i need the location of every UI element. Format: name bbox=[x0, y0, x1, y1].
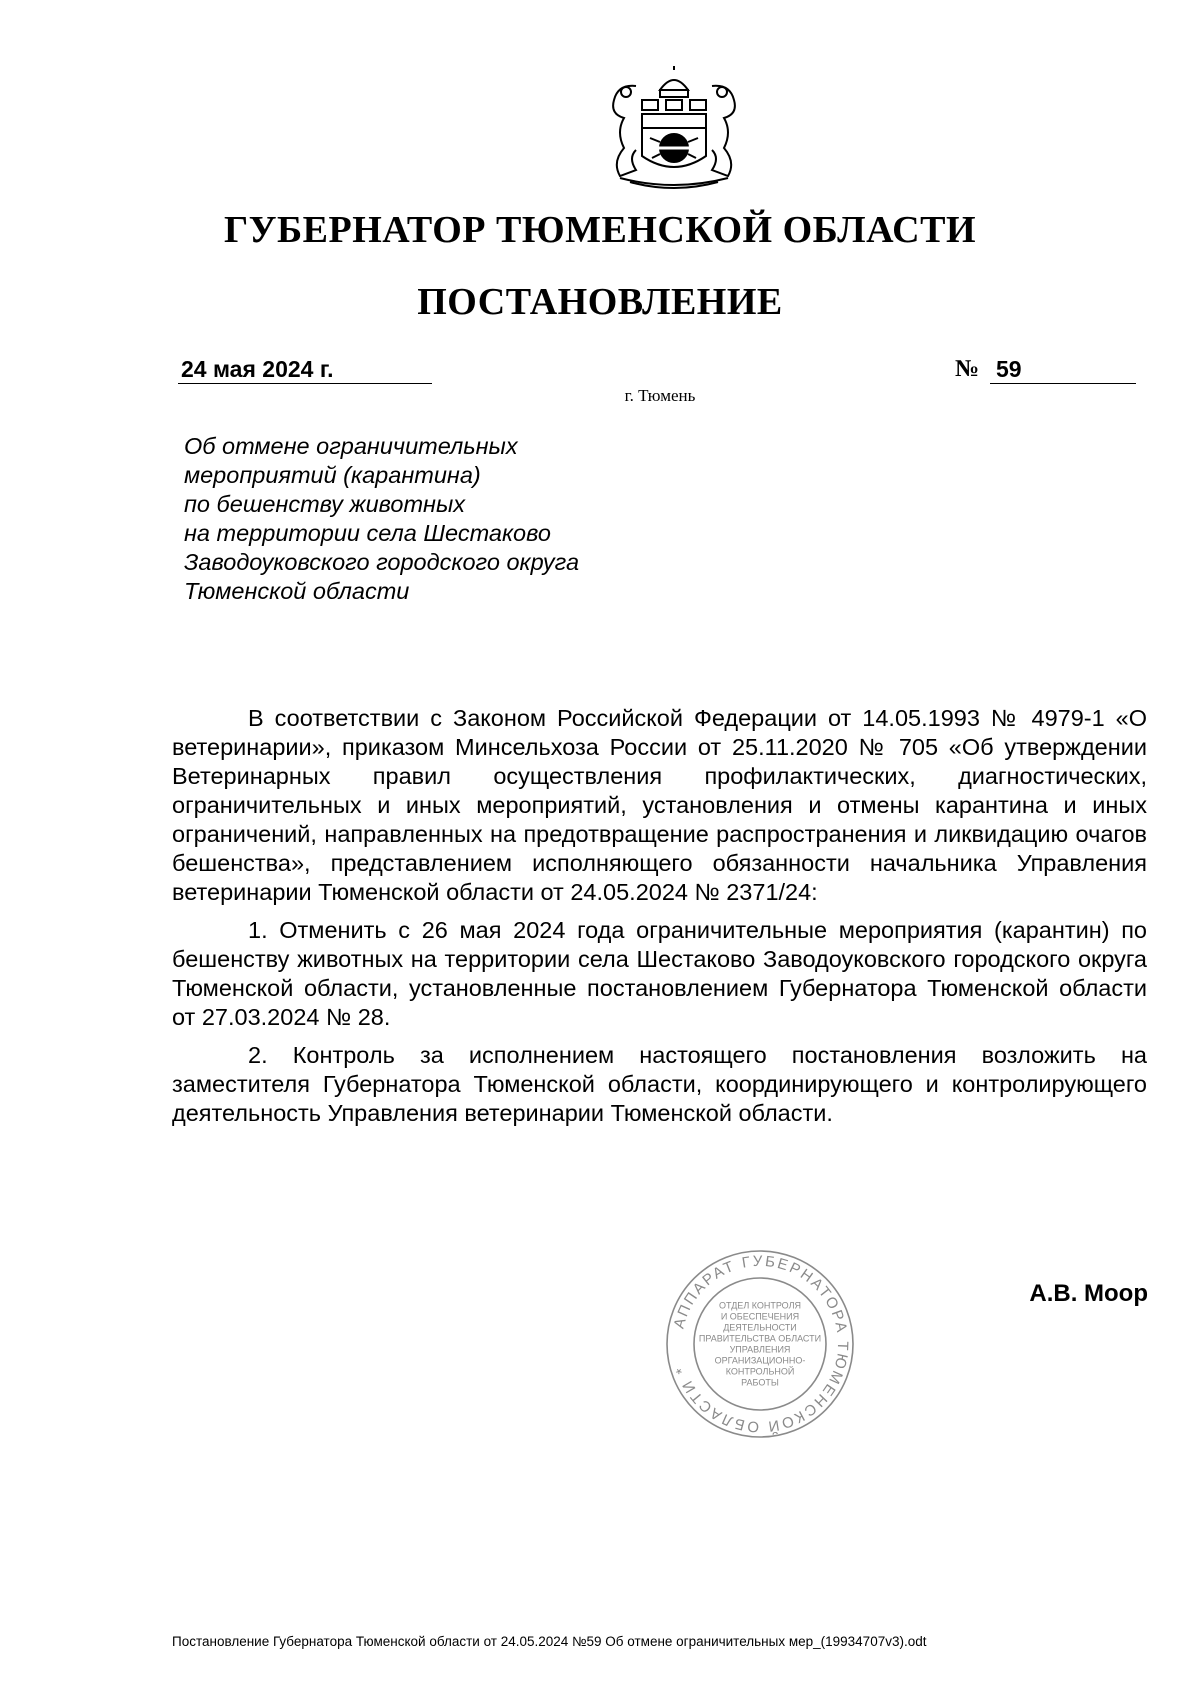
subject-line: по бешенству животных bbox=[184, 491, 466, 517]
document-body bbox=[172, 704, 1147, 1128]
document-subject bbox=[184, 432, 704, 606]
item-1-paragraph: 1. Отменить с 26 мая 2024 года ограничительные мероприятия (карантин) по бешенству животных на территории села Шестаково Заводоуковского городского округа Тюменской области, установленные постановлением Губернатора Тюменской области от 27.03.2024 № 28. bbox=[172, 917, 1147, 1030]
file-footer: Постановление Губернатора Тюменской области от 24.05.2024 №59 Об отмене ограничительных мер_(19934707v3).odt bbox=[172, 1634, 927, 1649]
subject-line: Тюменской области bbox=[184, 578, 410, 604]
stamp-center-line: ОРГАНИЗАЦИОННО- bbox=[714, 1355, 806, 1366]
document-date: 24 мая 2024 г. bbox=[178, 355, 432, 384]
stamp-center-line: ПРАВИТЕЛЬСТВА ОБЛАСТИ bbox=[698, 1333, 822, 1344]
stamp-center-line: РАБОТЫ bbox=[741, 1377, 779, 1388]
svg-text:АППАРАТ ГУБЕРНАТОРА ТЮМЕНСКОЙ: АППАРАТ ГУБЕРНАТОРА ТЮМЕНСКОЙ ОБЛАСТИ * bbox=[670, 1252, 852, 1436]
stamp-center-line: КОНТРОЛЬНОЙ bbox=[725, 1366, 795, 1377]
subject-line: мероприятий (карантина) bbox=[184, 462, 481, 488]
coat-of-arms-emblem bbox=[590, 66, 758, 190]
document-type: ПОСТАНОВЛЕНИЕ bbox=[417, 281, 783, 323]
stamp-center-line: И ОБЕСПЕЧЕНИЯ bbox=[720, 1311, 800, 1322]
preamble-paragraph: В соответствии с Законом Российской Федерации от 14.05.1993 № 4979-1 «О ветеринарии», приказом Минсельхоза России от 25.11.2020 № 705 «Об утверждении Ветеринарных правил осуществления профилактических, диагностических, ограничительных и иных мероприятий, установления и отмены карантина и иных ограничений, направленных на предотвращение распространения и ликвидацию очагов бешенства», представлением исполняющего обязанности начальника Управления ветеринарии Тюменской области от 24.05.2024 № 2371/24: bbox=[172, 705, 1147, 905]
stamp-center-line: ОТДЕЛ КОНТРОЛЯ bbox=[719, 1300, 801, 1311]
stamp-center-line: ДЕЯТЕЛЬНОСТИ bbox=[723, 1322, 797, 1333]
number-sign: № bbox=[955, 356, 980, 382]
signer-name: А.В. Моор bbox=[1029, 1280, 1148, 1307]
issue-city: г. Тюмень bbox=[624, 386, 696, 405]
subject-line: на территории села Шестаково bbox=[184, 520, 551, 546]
subject-line: Заводоуковского городского округа bbox=[184, 549, 580, 575]
document-number: 59 bbox=[990, 355, 1136, 384]
official-stamp bbox=[664, 1248, 856, 1440]
issuing-authority: ГУБЕРНАТОР ТЮМЕНСКОЙ ОБЛАСТИ bbox=[223, 209, 977, 251]
item-2-paragraph: 2. Контроль за исполнением настоящего постановления возложить на заместителя Губернатора Тюменской области, координирующего и контролирующего деятельность Управления ветеринарии Тюменской области. bbox=[172, 1042, 1147, 1126]
subject-line: Об отмене ограничительных bbox=[184, 433, 518, 459]
stamp-center-line: УПРАВЛЕНИЯ bbox=[729, 1344, 791, 1355]
